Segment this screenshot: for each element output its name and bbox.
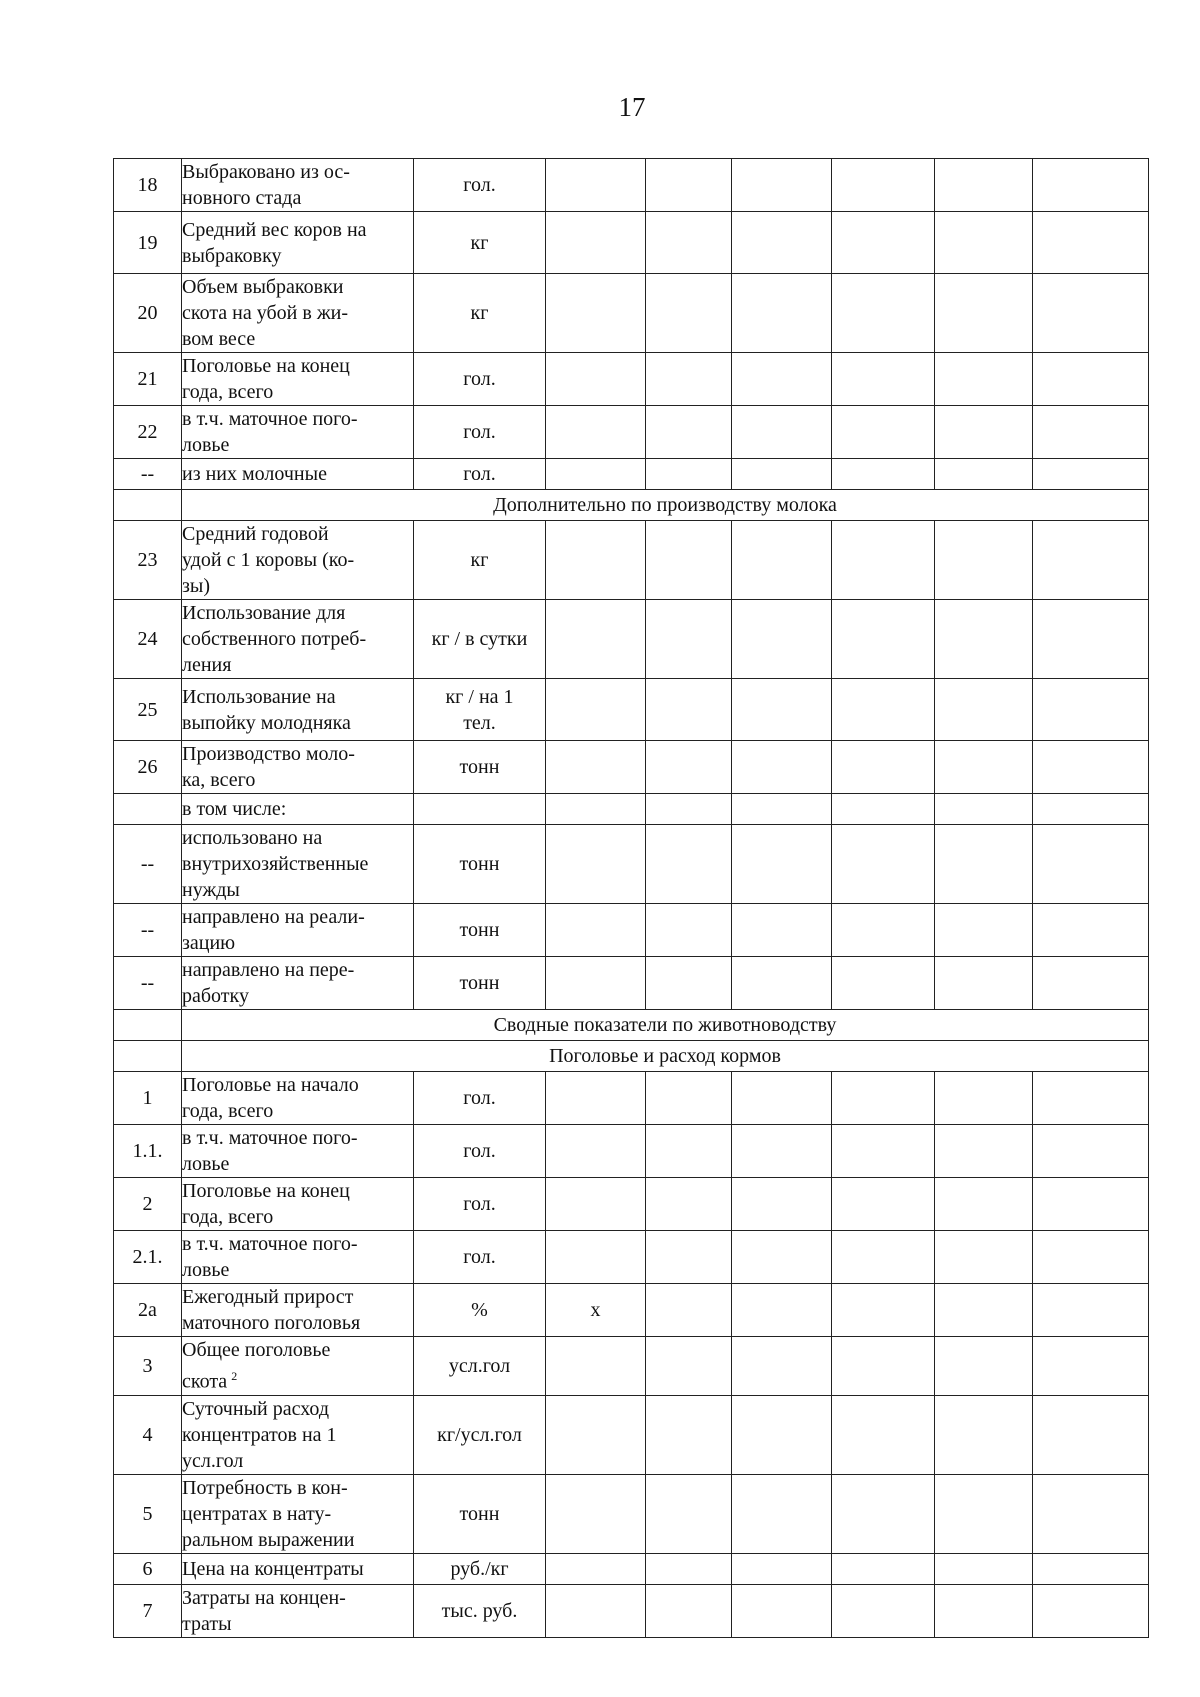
value-cell [832, 1395, 935, 1474]
row-number-cell [114, 1041, 182, 1072]
value-cell [935, 1178, 1033, 1231]
table-row [114, 1395, 1149, 1474]
indicator-name-cell [182, 825, 414, 904]
table-row [114, 679, 1149, 741]
value-cell [935, 459, 1033, 490]
value-cell [546, 741, 646, 794]
value-cell [935, 406, 1033, 459]
indicator-name-text: Потребность в кон- центратах в нату- ральном выражении [182, 1476, 355, 1551]
value-cell [832, 274, 935, 353]
value-cell [546, 274, 646, 353]
unit-cell: кг [414, 521, 546, 600]
indicator-name-text: в т.ч. маточное пого- ловье [182, 1233, 358, 1281]
value-cell [732, 904, 832, 957]
value-cell [646, 521, 732, 600]
value-cell [646, 1231, 732, 1284]
value-cell [935, 159, 1033, 212]
section-heading: Сводные показатели по животноводству [182, 1010, 1149, 1041]
value-cell [732, 741, 832, 794]
unit-cell: гол. [414, 1178, 546, 1231]
value-cell [935, 1474, 1033, 1553]
value-cell [732, 825, 832, 904]
value-cell [546, 679, 646, 741]
indicator-name-cell [182, 353, 414, 406]
row-number-cell: -- [114, 459, 182, 490]
indicator-name-cell [182, 1231, 414, 1284]
value-cell [646, 1584, 732, 1637]
row-number-cell: 3 [114, 1337, 182, 1396]
value-cell [832, 1072, 935, 1125]
row-number-cell [114, 490, 182, 521]
table-row [114, 1584, 1149, 1637]
table-row [114, 600, 1149, 679]
value-cell [1033, 212, 1149, 274]
table-row [114, 274, 1149, 353]
value-cell [1033, 159, 1149, 212]
unit-cell [414, 794, 546, 825]
indicator-name-text: в том числе: [182, 798, 287, 820]
value-cell [935, 957, 1033, 1010]
table-row [114, 794, 1149, 825]
value-cell [732, 1072, 832, 1125]
value-cell [832, 679, 935, 741]
value-cell [732, 1553, 832, 1584]
value-cell [832, 159, 935, 212]
value-cell [935, 600, 1033, 679]
unit-cell: тонн [414, 1474, 546, 1553]
indicator-name-text: использовано на внутрихозяйственные нужды [182, 827, 369, 901]
row-number-cell: -- [114, 904, 182, 957]
value-cell [732, 1337, 832, 1396]
value-cell [1033, 794, 1149, 825]
value-cell [646, 1395, 732, 1474]
value-cell [732, 679, 832, 741]
unit-cell: тыс. руб. [414, 1584, 546, 1637]
indicator-name-cell [182, 1553, 414, 1584]
value-cell [1033, 1072, 1149, 1125]
value-cell [646, 159, 732, 212]
table-row [114, 1474, 1149, 1553]
row-number-cell: 24 [114, 600, 182, 679]
indicator-name-cell [182, 904, 414, 957]
unit-cell: кг/усл.гол [414, 1395, 546, 1474]
value-cell [646, 1125, 732, 1178]
unit-cell: гол. [414, 1231, 546, 1284]
value-cell [1033, 741, 1149, 794]
indicator-name-text: Использование на выпойку молодняка [182, 685, 351, 734]
table-row [114, 904, 1149, 957]
value-cell [935, 1072, 1033, 1125]
value-cell [646, 1553, 732, 1584]
value-cell [732, 159, 832, 212]
value-cell [646, 1072, 732, 1125]
value-cell [1033, 679, 1149, 741]
value-cell [935, 1284, 1033, 1337]
value-cell [646, 1178, 732, 1231]
unit-cell: кг / на 1 тел. [414, 679, 546, 741]
value-cell [832, 825, 935, 904]
value-cell [1033, 904, 1149, 957]
table-row [114, 1231, 1149, 1284]
value-cell [646, 957, 732, 1010]
value-cell [732, 353, 832, 406]
indicator-name-text: Суточный расход концентратов на 1 усл.гол [182, 1397, 337, 1472]
value-cell [646, 1284, 732, 1337]
table-row [114, 1072, 1149, 1125]
indicator-name-cell [182, 794, 414, 825]
value-cell [832, 1178, 935, 1231]
value-cell [935, 1395, 1033, 1474]
value-cell [832, 459, 935, 490]
indicator-name-cell [182, 679, 414, 741]
value-cell [732, 459, 832, 490]
value-cell [1033, 1337, 1149, 1396]
indicator-name-text: Поголовье на начало года, всего [182, 1074, 359, 1122]
indicator-name-text: Поголовье на конец года, всего [182, 355, 350, 403]
indicator-name-cell [182, 1337, 414, 1396]
value-cell [832, 794, 935, 825]
value-cell [732, 794, 832, 825]
value-cell [1033, 1474, 1149, 1553]
unit-cell: гол. [414, 353, 546, 406]
row-number-cell: 21 [114, 353, 182, 406]
value-cell [546, 794, 646, 825]
unit-cell: гол. [414, 1072, 546, 1125]
value-cell [1033, 1395, 1149, 1474]
section-row [114, 490, 1149, 521]
unit-cell: кг [414, 212, 546, 274]
row-number-cell: 7 [114, 1584, 182, 1637]
value-cell [732, 957, 832, 1010]
row-number-cell: 1.1. [114, 1125, 182, 1178]
value-cell [935, 1125, 1033, 1178]
value-cell [935, 1553, 1033, 1584]
value-cell [646, 1474, 732, 1553]
unit-cell: тонн [414, 904, 546, 957]
value-cell [935, 353, 1033, 406]
table-row [114, 825, 1149, 904]
value-cell [1033, 406, 1149, 459]
table-row [114, 212, 1149, 274]
row-number-cell: 2.1. [114, 1231, 182, 1284]
page-number: 17 [618, 92, 646, 122]
table-row [114, 1553, 1149, 1584]
value-cell [832, 521, 935, 600]
indicator-name-cell [182, 600, 414, 679]
value-cell [1033, 1178, 1149, 1231]
indicator-name-cell [182, 1178, 414, 1231]
value-cell [646, 274, 732, 353]
value-cell [646, 825, 732, 904]
value-cell [646, 600, 732, 679]
value-cell [546, 521, 646, 600]
value-cell [832, 1474, 935, 1553]
value-cell [832, 1125, 935, 1178]
row-number-cell: 6 [114, 1553, 182, 1584]
section-row [114, 1010, 1149, 1041]
row-number-cell: 1 [114, 1072, 182, 1125]
value-cell [646, 459, 732, 490]
table-row [114, 1125, 1149, 1178]
indicator-name-text: Средний годовой удой с 1 коровы (ко- зы) [182, 523, 355, 597]
value-cell [732, 521, 832, 600]
indicator-name-text: Ежегодный прирост маточного поголовья [182, 1286, 361, 1334]
table-row [114, 353, 1149, 406]
unit-cell: тонн [414, 741, 546, 794]
section-heading: Дополнительно по производству молока [182, 490, 1149, 521]
value-cell [832, 904, 935, 957]
value-cell [546, 1178, 646, 1231]
value-cell [546, 825, 646, 904]
value-cell [832, 353, 935, 406]
value-cell [935, 1584, 1033, 1637]
value-cell [832, 406, 935, 459]
indicator-name-cell [182, 741, 414, 794]
unit-cell: усл.гол [414, 1337, 546, 1396]
unit-cell: тонн [414, 957, 546, 1010]
value-cell [935, 1337, 1033, 1396]
table-row [114, 459, 1149, 490]
value-cell [935, 741, 1033, 794]
value-cell [832, 957, 935, 1010]
table-row [114, 159, 1149, 212]
value-cell [1033, 1553, 1149, 1584]
row-number-cell [114, 794, 182, 825]
value-cell [646, 741, 732, 794]
value-cell [1033, 825, 1149, 904]
section-row [114, 1041, 1149, 1072]
indicator-name-text: направлено на реали- зацию [182, 906, 365, 954]
unit-cell: кг [414, 274, 546, 353]
value-cell [646, 1337, 732, 1396]
table-row [114, 1337, 1149, 1396]
indicator-name-cell [182, 459, 414, 490]
indicator-name-cell [182, 1474, 414, 1553]
value-cell [546, 1231, 646, 1284]
row-number-cell: 26 [114, 741, 182, 794]
value-cell [832, 741, 935, 794]
value-cell [732, 406, 832, 459]
value-cell [546, 1125, 646, 1178]
indicator-name-text: Выбраковано из ос- новного стада [182, 161, 350, 209]
indicator-name-cell [182, 1072, 414, 1125]
row-number-cell [114, 1010, 182, 1041]
value-cell [646, 794, 732, 825]
value-cell [832, 212, 935, 274]
value-cell [1033, 1231, 1149, 1284]
value-cell [832, 1231, 935, 1284]
table-row [114, 1284, 1149, 1337]
value-cell [935, 904, 1033, 957]
row-number-cell: 25 [114, 679, 182, 741]
value-cell: х [546, 1284, 646, 1337]
unit-cell: гол. [414, 459, 546, 490]
value-cell [546, 1474, 646, 1553]
table-row [114, 741, 1149, 794]
value-cell [1033, 353, 1149, 406]
value-cell [546, 957, 646, 1010]
indicator-name-text: Средний вес коров на выбраковку [182, 218, 367, 267]
value-cell [1033, 521, 1149, 600]
table-row [114, 521, 1149, 600]
footnote-marker: 2 [231, 1369, 238, 1383]
indicator-name-cell [182, 957, 414, 1010]
row-number-cell: 18 [114, 159, 182, 212]
value-cell [935, 825, 1033, 904]
indicator-name-text: из них молочные [182, 463, 327, 485]
indicators-table [113, 158, 1149, 1638]
value-cell [546, 159, 646, 212]
unit-cell: тонн [414, 825, 546, 904]
indicator-name-cell [182, 406, 414, 459]
value-cell [546, 353, 646, 406]
indicator-name-cell [182, 274, 414, 353]
value-cell [646, 212, 732, 274]
table-row [114, 406, 1149, 459]
row-number-cell: 19 [114, 212, 182, 274]
value-cell [732, 274, 832, 353]
indicator-name-text: Объем выбраковки скота на убой в жи- вом весе [182, 276, 348, 350]
value-cell [546, 600, 646, 679]
value-cell [646, 406, 732, 459]
unit-cell: гол. [414, 1125, 546, 1178]
indicator-name-cell [182, 521, 414, 600]
value-cell [935, 521, 1033, 600]
value-cell [1033, 1284, 1149, 1337]
unit-cell: кг / в сутки [414, 600, 546, 679]
value-cell [546, 212, 646, 274]
row-number-cell: -- [114, 957, 182, 1010]
value-cell [546, 406, 646, 459]
value-cell [732, 1284, 832, 1337]
value-cell [732, 212, 832, 274]
value-cell [646, 904, 732, 957]
value-cell [546, 1395, 646, 1474]
indicator-name-text: Поголовье на конец года, всего [182, 1180, 350, 1228]
unit-cell: % [414, 1284, 546, 1337]
value-cell [935, 212, 1033, 274]
indicator-name-text: Затраты на концен- траты [182, 1586, 346, 1635]
table-row [114, 1178, 1149, 1231]
indicator-name-text: Производство моло- ка, всего [182, 743, 355, 791]
value-cell [935, 1231, 1033, 1284]
row-number-cell: -- [114, 825, 182, 904]
indicator-name-cell [182, 212, 414, 274]
value-cell [832, 1553, 935, 1584]
value-cell [646, 353, 732, 406]
indicator-name-text: направлено на пере- работку [182, 959, 355, 1007]
value-cell [732, 1125, 832, 1178]
indicator-name-text: в т.ч. маточное пого- ловье [182, 1127, 358, 1175]
unit-cell: гол. [414, 406, 546, 459]
indicator-name-cell [182, 1584, 414, 1637]
value-cell [732, 1474, 832, 1553]
indicator-name-text: Цена на концентраты [182, 1557, 364, 1580]
value-cell [832, 1584, 935, 1637]
value-cell [1033, 1125, 1149, 1178]
value-cell [1033, 274, 1149, 353]
row-number-cell: 22 [114, 406, 182, 459]
value-cell [546, 1337, 646, 1396]
row-number-cell: 2а [114, 1284, 182, 1337]
value-cell [732, 600, 832, 679]
row-number-cell: 20 [114, 274, 182, 353]
value-cell [546, 459, 646, 490]
value-cell [546, 1072, 646, 1125]
indicator-name-text: в т.ч. маточное пого- ловье [182, 408, 358, 456]
unit-cell: гол. [414, 159, 546, 212]
value-cell [732, 1231, 832, 1284]
value-cell [546, 1584, 646, 1637]
section-heading: Поголовье и расход кормов [182, 1041, 1149, 1072]
value-cell [732, 1584, 832, 1637]
value-cell [1033, 600, 1149, 679]
unit-cell: руб./кг [414, 1553, 546, 1584]
value-cell [935, 679, 1033, 741]
value-cell [646, 679, 732, 741]
indicator-name-cell [182, 159, 414, 212]
indicator-name-text: Общее поголовье скота [182, 1339, 331, 1393]
indicator-name-text: Использование для собственного потреб- ления [182, 602, 367, 676]
row-number-cell: 23 [114, 521, 182, 600]
value-cell [935, 794, 1033, 825]
value-cell [1033, 957, 1149, 1010]
row-number-cell: 2 [114, 1178, 182, 1231]
value-cell [832, 1337, 935, 1396]
value-cell [732, 1395, 832, 1474]
indicator-name-cell [182, 1125, 414, 1178]
value-cell [546, 1553, 646, 1584]
value-cell [935, 274, 1033, 353]
table-row [114, 957, 1149, 1010]
row-number-cell: 4 [114, 1395, 182, 1474]
indicator-name-cell [182, 1284, 414, 1337]
value-cell [832, 600, 935, 679]
indicator-name-cell [182, 1395, 414, 1474]
value-cell [1033, 459, 1149, 490]
row-number-cell: 5 [114, 1474, 182, 1553]
value-cell [732, 1178, 832, 1231]
value-cell [1033, 1584, 1149, 1637]
value-cell [546, 904, 646, 957]
value-cell [832, 1284, 935, 1337]
